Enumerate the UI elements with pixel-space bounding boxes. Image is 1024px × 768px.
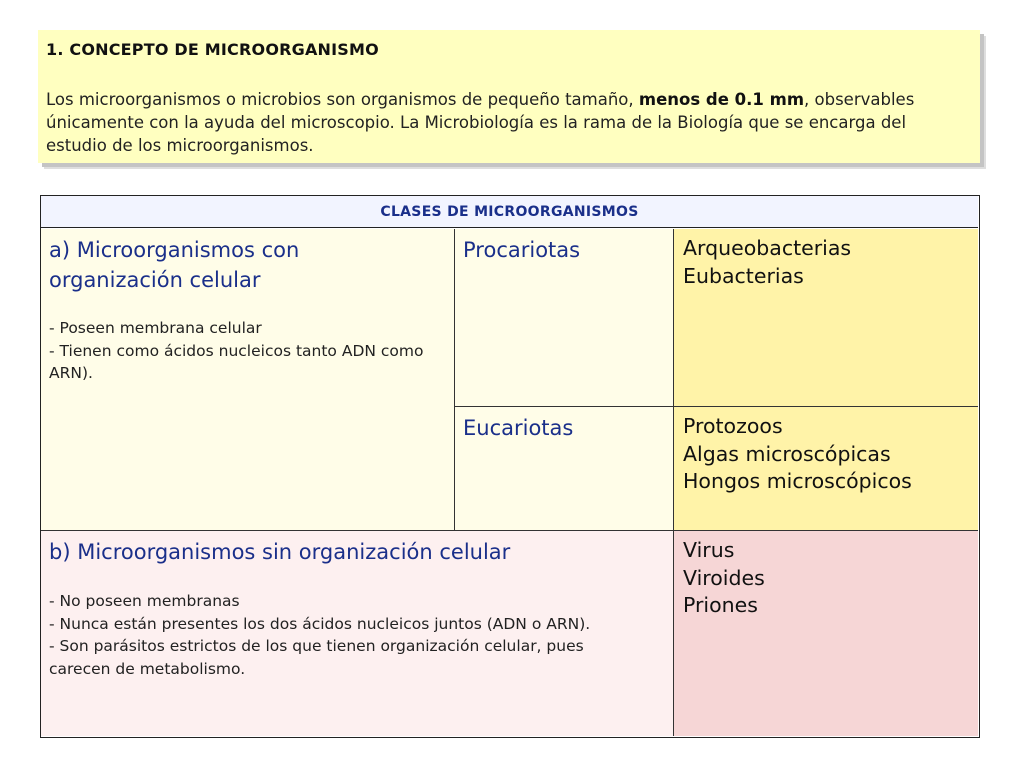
- concept-text-end: , observables únicamente con la ayuda del microscopio. La Microbiología es la rama de la Biología que se encarga del estudio de los microorganismos.: [46, 90, 915, 155]
- eukaryotes-cell: [455, 407, 674, 531]
- concept-box: [38, 30, 980, 163]
- cellular-cell: [41, 229, 455, 531]
- list-item: Arqueobacterias: [683, 236, 852, 260]
- acellular-bullet: - No poseen membranas: [49, 592, 240, 610]
- list-item: Eubacterias: [683, 263, 804, 288]
- concept-heading: 1. CONCEPTO DE MICROORGANISMO: [46, 40, 379, 59]
- acellular-cell: [41, 531, 674, 736]
- cellular-title-line1: a) Microorganismos con: [49, 238, 300, 262]
- list-item: Hongos microscópicos: [683, 469, 912, 493]
- acellular-bullet: - Son parásitos estrictos de los que tienen organización celular, pues carecen de metabolismo.: [49, 637, 584, 678]
- list-item: Priones: [683, 593, 758, 617]
- concept-paragraph: [46, 88, 970, 157]
- prokaryotes-label: Procariotas: [463, 238, 581, 262]
- cellular-title: [49, 235, 299, 295]
- list-item: Algas microscópicas: [683, 441, 891, 466]
- acellular-title: b) Microorganismos sin organización celular: [49, 540, 511, 564]
- cellular-bullet: - Poseen membrana celular: [49, 319, 262, 337]
- prokaryotes-cell: [455, 229, 674, 407]
- classes-table: [40, 195, 980, 738]
- cellular-bullet: - Tienen como ácidos nucleicos tanto ADN como ARN).: [49, 341, 424, 382]
- acellular-description: [49, 590, 629, 680]
- concept-text-bold: menos de 0.1 mm: [638, 90, 805, 109]
- list-item: Virus: [683, 538, 735, 562]
- table-header: CLASES DE MICROORGANISMOS: [41, 196, 978, 228]
- list-item: Protozoos: [683, 414, 783, 438]
- cellular-description: [49, 317, 429, 385]
- acellular-list: [674, 531, 978, 736]
- list-item: Viroides: [683, 565, 765, 590]
- cellular-title-line2: organización celular: [49, 268, 261, 292]
- prokaryotes-list: [674, 229, 978, 407]
- concept-text-start: Los microorganismos o microbios son organismos de pequeño tamaño,: [46, 90, 639, 109]
- eukaryotes-list: [674, 407, 978, 531]
- eukaryotes-label: Eucariotas: [463, 416, 574, 440]
- acellular-bullet: - Nunca están presentes los dos ácidos nucleicos juntos (ADN o ARN).: [49, 614, 591, 633]
